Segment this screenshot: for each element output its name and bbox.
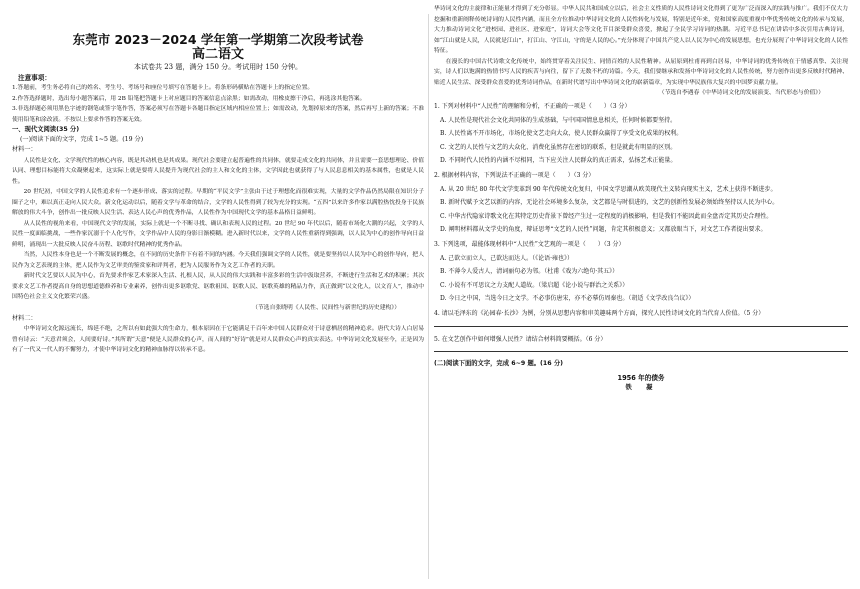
material-paragraph: 在漫长的中国古代诗歌文化传统中，始终贯穿着关注民生、同情百姓的人民性精神。从屈原到杜甫再到白居易，中华诗词的优秀传统在于情感真挚、关注现实，诗人们以饱满的热情书写人民的疾苦与向往，留下了无数不朽的诗篇。今天，我们要继承和发扬中华诗词文化的人民性传统，努力创作出更多反映时代精神、贴近人民生活、深受群众喜爱的优秀诗词作品，在新时代谱写出中华诗词文化的崭新篇章，为实现中华民族伟大复兴的中国梦贡献力量。 (434, 58, 848, 86)
right-column (434, 0, 848, 589)
answer-line (434, 326, 848, 327)
question-option: D. 今日之中国，当选今日之文学。不必事仿唐宋，亦不必摹仿周秦也。（胡适《文学改良刍议》） (440, 295, 695, 303)
note-item: 1.答题前，考生务必将自己的姓名、考生号、考场号和座位号填写在答题卡上。将条形码横贴在答题卡上的指定位置。 (12, 85, 314, 91)
section-heading: (二)阅读下面的文字，完成 6~9 题。(16 分) (434, 360, 564, 368)
section-heading: 一、现代文阅读(35 分) (12, 126, 80, 133)
question-stem: 4. 请以毛泽东的《沁园春·长沙》为例，分别从思想内容和审美趣味两个方面，探究人民性诗词文化的当代育人价值。（5 分） (434, 309, 765, 317)
question-stem: 2. 根据材料内容，下列说法不正确的一项是（ ）（3 分） (434, 171, 595, 179)
question-option: B. 不薄今人爱古人，清词丽句必为邻。（杜甫《戏为六绝句·其五》） (440, 268, 619, 276)
material-label: 材料一： (12, 146, 37, 153)
story-title: 1956 年的债务 (617, 374, 665, 383)
material-source: （节选自张晓明《人民性、民间性与新世纪的历史建构》） (252, 304, 400, 311)
question-stem: 3. 下列选项，最能体现材料中“人民性”文艺观的一项是（ ）（3 分） (434, 240, 625, 248)
question-option: C. 中华古代隐家诗歌文化在其特定历史背景下曾经产生过一定程度的消极影响，但是我们不能因此而全盘否定其历史合理性。 (440, 212, 773, 220)
material-paragraph: 新时代文艺要以人民为中心，首先要求作家艺术家深入生活、扎根人民，从人民的伟大实践和丰富多彩的生活中汲取营养，不断进行生活和艺术的积累；其次要求文艺工作者提高自身的思想道德修养和专业素养，创作出更多讴歌党、讴歌祖国、讴歌人民、讴歌英雄的精品力作，真正做到“以文化人，以文育人”，推动中国特色社会主义文化繁荣兴盛。 (12, 273, 424, 300)
column-divider (428, 14, 429, 579)
question-option: D. 不同时代人民性的内涵不尽相同，当下应关注人民群众的真正需求，弘扬艺术正能量。 (440, 157, 677, 165)
material-label: 材料二： (12, 314, 37, 322)
exam-title: 东莞市 2023－2024 学年第一学期第二次段考试卷 (72, 32, 364, 47)
question-option: B. 新时代赋予文艺以新的内容，无论社会环境多么复杂，文艺都是与时俱进的，文艺的创新性发展必须始终坚持以人民为中心。 (440, 199, 779, 207)
left-column (12, 0, 424, 589)
question-option: C. 小说有不可思议之力支配人道故。（梁启超《论小说与群治之关系》） (440, 281, 629, 289)
material-paragraph: 中华诗词文化源远流长，绵延不绝，之所以有如此强大的生命力，根本原因在于它能满足千百年来中国人民群众对于诗意栖居的精神追求。唐代大诗人白居易曾有诗云：“天意君须会，人间要好诗。”其所谓“天意”便是人民群众的心声，而人间的“好诗”就是对人民群众心声的真实表达。中华诗词文化发展至今，正是因为有了一代又一代人的不懈努力，才使中华诗词文化的精神血脉得以传承不息。 (12, 326, 424, 353)
material-source: （节选自李遇春《中华诗词文化的发展演变、当代形态与价值》） (658, 90, 824, 96)
material-paragraph: 人民性是文化、文学现代性的核心内容，既是其动机也是其成果。现代社会要建立起普遍性的共同体，就要走成文化的共同体，并且需要一套思想理论、价值认同、理想目标能将大众凝聚起来，这实际上就是要将人民提升为现代社会的主人和文化的主体，文学因此也就获得了与人民息息相关的基本属性，也就是人民性。 (12, 157, 424, 185)
exam-subject: 高二语文 (191, 47, 244, 62)
question-option: C. 文艺的人民性与文艺的大众化、消费化虽然存在密切的联系，但是就此有明显的区别。 (440, 143, 677, 151)
subsection-heading: (一)阅读下面的文字，完成 1~5 题。(19 分) (20, 136, 144, 143)
question-list (434, 100, 848, 352)
question-option: D. 阐明材料都从文学史的角度，辩证思考“文艺的人民性”问题，肯定其积极意义；又都放眼当下，对文艺工作者提出要求。 (440, 226, 767, 234)
note-item: 2.作答选择题时，选出每小题答案后，用 2B 铅笔把答题卡上对应题目的答案信息点涂黑；如需改动，用橡皮擦干净后，再选涂其他答案。 (12, 95, 366, 102)
question-option: A. 人民性是现代社会文化共同体的生成基础，与中国国情息息相关，任何时候都要坚持。 (440, 116, 677, 124)
question-option: B. 人民性离不开市场化，市场化使文艺走向大众，使人民群众赢得了享受文化成果的权利。 (440, 130, 683, 138)
story-author: 铁 凝 (625, 384, 657, 392)
question-option: A. 从 20 世纪 80 年代文学变革到 90 年代传统文化复归，中国文学思潮从欧美现代主义转向现实主义，艺术上获得不断进步。 (440, 185, 777, 193)
note-item: 3.非选择题必须用黑色字迹的钢笔或签字笔作答，答案必须写在答题卡各题目指定区域内相应位置上；如需改动，先划掉原来的答案，然后再写上新的答案；不准使用铅笔和涂改液。不按以上要求作答的答案无效。 (12, 106, 424, 123)
question-stem: 5. 在文艺创作中如何增强人民性？请结合材料简要概括。（6 分） (434, 335, 607, 343)
material-paragraph: 当然，人民性本身也是一个不断发展的概念，在不同的历史条件下有着不同的内涵。今天我们强调文学的人民性，就是要坚持以人民为中心的创作导向，把人民作为文艺表现的主体，把人民作为文艺审美的鉴赏家和评判者，把为人民服务作为文艺工作者的天职。 (12, 252, 424, 269)
question-option: A. 己欲立而立人，己欲达而达人。（《论语·雍也》） (440, 254, 574, 262)
material-paragraph: 20 世纪初，中国文学的人民性追求有一个逐步形成、落实的过程。早期的“平民文学”主张由于过于理想化而很难实现，大量的文学作品仍然局限在知识分子圈子之中，难以真正走向人民大众。新文化运动以后，随着文学与革命的结合，文学的人民性得到了较为充分的实现。“五四”以来许多作家以满腔热忱投身于民族解放的伟大斗争，创作出一批反映人民生活、表达人民心声的优秀作品，人民性作为中国现代文学的基本品格日益鲜明。 (12, 189, 424, 216)
material-paragraph: 华诗词文化的主旋律和正能量才得到了充分彰显。中华人民共和国成立以后，社会主义性质的人民性诗词文化得到了更为广泛而深入的实践与推广。我们不仅大力挖掘和重新阐释传统诗词的人民性内涵，而且全方位推动中华诗词文化的人民性转化与发展，特别是近年来，党和国家高度重视中华优秀传统文化的传承与发展，大力推动诗词文化“进校园、进社区、进家庭”，诗词大会等文化节目深受群众喜爱，掀起了全民学习诗词的热潮。习近平总书记在讲话中多次引用古典诗词，如“江山就是人民，人民就是江山”，打江山、守江山，守的是人民的心。”充分体现了中国共产党人以人民为中心的发展思想，也充分展现了中华诗词文化的人民性特征。 (434, 6, 848, 54)
material-paragraph: 从人民性的视角来看，中国现代文学的发展，实际上就是一个不断寻找、确认和表现人民的过程。20 世纪 90 年代以后，随着市场化大潮的兴起，文学的人民性一度面临挑战，一些作家沉溺于个人化写作，文学作品中人民的身影日渐模糊。进入新时代以来，文学的人民性重新得到强调，以人民为中心的创作导向日益鲜明，涌现出一大批反映人民奋斗历程、讴歌时代精神的优秀作品。 (12, 220, 424, 248)
question-stem: 1. 下列对材料中“人民性”的理解和分析，不正确的一项是（ ）（3 分） (434, 103, 631, 110)
notes-heading: 注意事项： (18, 74, 51, 82)
answer-line (434, 351, 848, 352)
exam-subtitle: 本试卷共 23 题，满分 150 分。考试用时 150 分钟。 (134, 63, 302, 71)
